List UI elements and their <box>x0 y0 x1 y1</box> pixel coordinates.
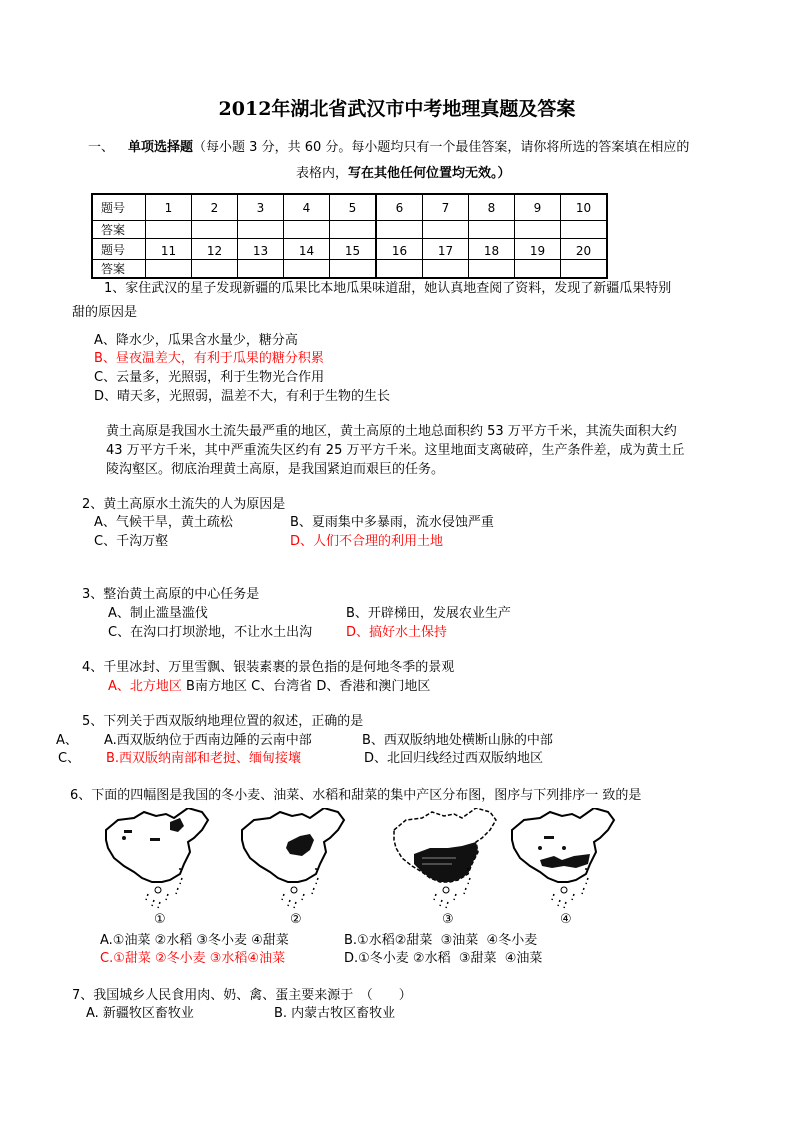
map-1-sugar-beet: ① <box>98 808 228 930</box>
answer-cell[interactable] <box>515 260 561 279</box>
china-maps-figure <box>96 808 616 933</box>
q6-option-d: D.①冬小麦 ②水稻 ③甜菜 ④油菜 <box>344 951 543 966</box>
answer-cell[interactable] <box>284 221 330 239</box>
q5-option-c: B.西双版纳南部和老挝、缅甸接壤 <box>106 751 302 766</box>
q3-option-c: C、在沟口打坝淤地，不让水土出沟 <box>108 625 313 640</box>
q6-option-b: B.①水稻②甜菜 ③油菜 ④冬小麦 <box>344 933 538 948</box>
answer-cell[interactable] <box>284 260 330 279</box>
table-row: 题号 11 12 13 14 15 16 17 18 19 20 <box>92 239 607 260</box>
section-instructions: （每小题 3 分，共 60 分。每小题均只有一个最佳答案，请你将所选的答案填在相应的 <box>193 140 690 155</box>
row-header: 题号 <box>92 194 146 221</box>
q5-prefix-c: C、 <box>58 751 81 766</box>
q1-stem: 1、家住武汉的星子发现新疆的瓜果比本地瓜果味道甜，她认真地查阅了资料，发现了新疆瓜果特别 <box>104 281 672 296</box>
q7-option-b: B. 内蒙古牧区畜牧业 <box>274 1006 396 1021</box>
table-row: 答案 <box>92 260 607 279</box>
q4-option-a: A、北方地区 <box>108 679 182 694</box>
section-number: 一、 <box>88 140 115 155</box>
q5-option-a: A.西双版纳位于西南边陲的云南中部 <box>104 733 312 748</box>
answer-table <box>91 193 608 279</box>
q3-option-b: B、开辟梯田，发展农业生产 <box>346 606 511 621</box>
q2-stem: 2、黄土高原水土流失的人为原因是 <box>82 497 286 512</box>
q3-stem: 3、整治黄土高原的中心任务是 <box>82 587 260 602</box>
q6-option-c: C.①甜菜 ②冬小麦 ③水稻④油菜 <box>100 951 286 966</box>
q7-stem: 7、我国城乡人民食用肉、奶、禽、蛋主要来源于 （ ） <box>72 988 412 1003</box>
answer-cell[interactable] <box>238 260 284 279</box>
q4-stem: 4、千里冰封、万里雪飘、银装素裹的景色指的是何地冬季的景观 <box>82 660 455 675</box>
answer-cell[interactable] <box>469 221 515 239</box>
q5-option-d: D、北回归线经过西双版纳地区 <box>364 751 544 766</box>
section-heading <box>88 141 689 154</box>
q5-prefix-a: A、 <box>56 733 78 748</box>
q4-options <box>108 680 430 693</box>
q4-option-d: D、香港和澳门地区 <box>316 679 431 694</box>
q7-option-a: A. 新疆牧区畜牧业 <box>86 1006 194 1021</box>
q2-option-a: A、气候干旱，黄土疏松 <box>94 515 233 530</box>
answer-cell[interactable] <box>376 221 423 239</box>
table-row: 答案 <box>92 221 607 239</box>
q1-option-d: D、晴天多，光照弱，温差不大，有利于生物的生长 <box>94 389 391 404</box>
section-name: 单项选择题 <box>128 140 194 155</box>
q1-option-b: B、昼夜温差大，有利于瓜果的糖分积累 <box>94 351 324 366</box>
answer-cell[interactable] <box>146 221 192 239</box>
q5-stem: 5、下列关于西双版纳地理位置的叙述，正确的是 <box>82 714 364 729</box>
map-2-winter-wheat: ② <box>234 808 364 930</box>
q4-option-b: B南方地区 <box>186 679 247 694</box>
answer-cell[interactable] <box>423 260 469 279</box>
answer-cell[interactable] <box>515 221 561 239</box>
answer-cell[interactable] <box>469 260 515 279</box>
answer-cell[interactable] <box>561 221 608 239</box>
answer-cell[interactable] <box>238 221 284 239</box>
answer-cell[interactable] <box>561 260 608 279</box>
q4-option-c: C、台湾省 <box>251 679 313 694</box>
q1-option-c: C、云量多，光照弱，利于生物光合作用 <box>94 370 325 385</box>
answer-cell[interactable] <box>192 221 238 239</box>
answer-cell[interactable] <box>330 260 377 279</box>
answer-cell[interactable] <box>330 221 377 239</box>
section-instructions-line2: 表格内，写在其他任何位置均无效。） <box>296 166 511 181</box>
q1-option-a: A、降水少，瓜果含水量少，糖分高 <box>94 333 298 348</box>
answer-cell[interactable] <box>192 260 238 279</box>
answer-cell[interactable] <box>423 221 469 239</box>
answer-cell[interactable] <box>146 260 192 279</box>
q5-option-b: B、西双版纳地处横断山脉的中部 <box>362 733 553 748</box>
passage-line: 43 万平方千米，其中严重流失区约有 25 万平方千米。这里地面支离破碎，生产条件差，成为黄土丘 <box>106 443 685 458</box>
q6-stem: 6、下面的四幅图是我国的冬小麦、油菜、水稻和甜菜的集中产区分布图，图序与下列排序一 致的是 <box>70 788 642 803</box>
passage-line: 黄土高原是我国水土流失最严重的地区，黄土高原的土地总面积约 53 万平方千米，其流失面积大约 <box>106 424 677 439</box>
q2-option-d: D、人们不合理的利用土地 <box>290 534 444 549</box>
q6-option-a: A.①油菜 ②水稻 ③冬小麦 ④甜菜 <box>100 933 289 948</box>
map-4-rapeseed: ④ <box>504 808 634 930</box>
map-3-rice: ③ <box>386 808 516 930</box>
q3-option-a: A、制止滥垦滥伐 <box>108 606 208 621</box>
page-title: 2012年湖北省武汉市中考地理真题及答案 <box>218 98 576 120</box>
table-row: 题号 1 2 3 4 5 6 7 8 9 10 <box>92 194 607 221</box>
passage-line: 陵沟壑区。彻底治理黄土高原，是我国紧迫而艰巨的任务。 <box>106 462 445 477</box>
q2-option-b: B、夏雨集中多暴雨，流水侵蚀严重 <box>290 515 494 530</box>
answer-cell[interactable] <box>376 260 423 279</box>
q2-option-c: C、千沟万壑 <box>94 534 169 549</box>
q1-stem-line2: 甜的原因是 <box>72 305 138 320</box>
q3-option-d: D、搞好水土保持 <box>346 625 448 640</box>
